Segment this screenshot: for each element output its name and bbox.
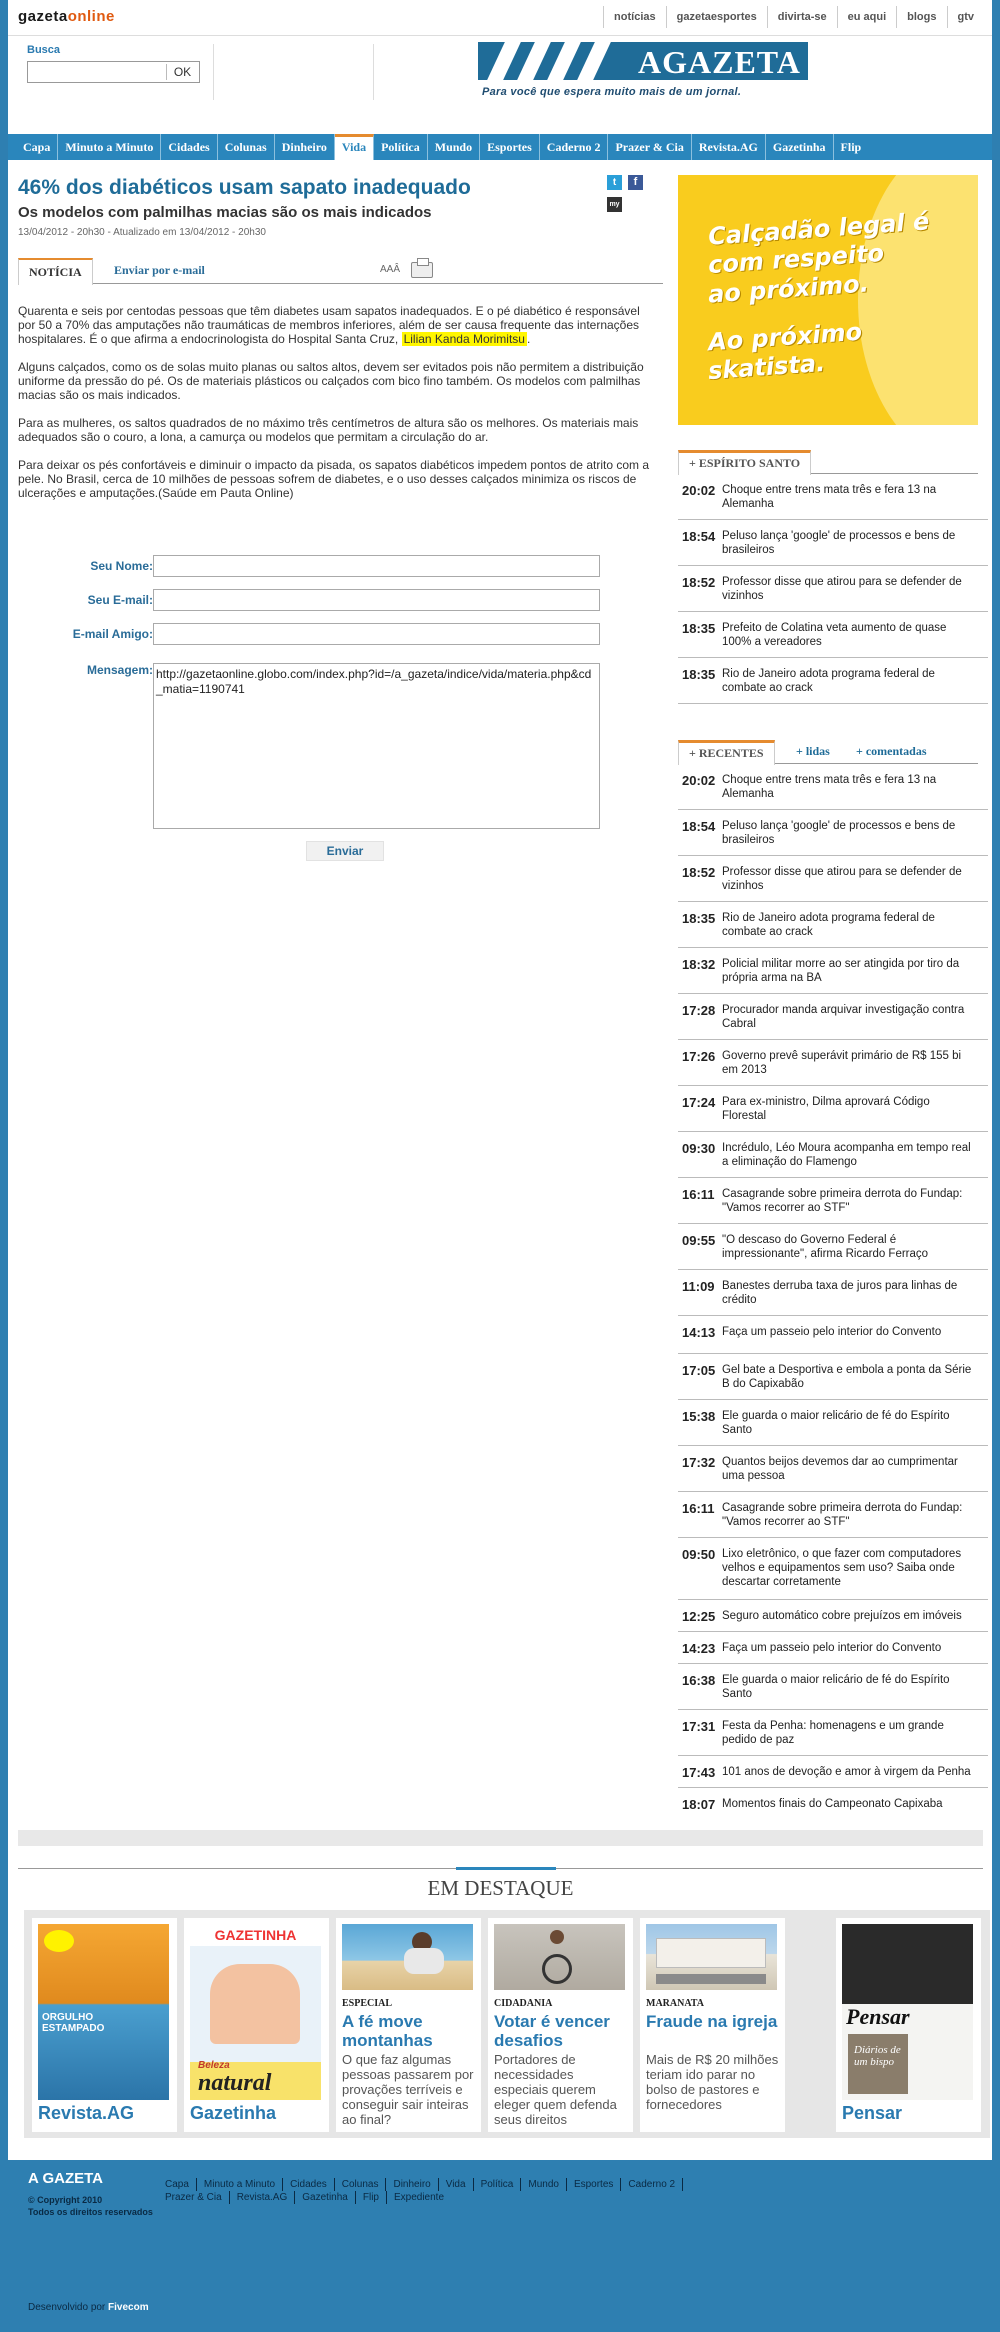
news-item[interactable] bbox=[678, 1354, 988, 1400]
news-item[interactable] bbox=[678, 1132, 988, 1178]
news-headline[interactable]: Prefeito de Colatina veta aumento de quase 100% a vereadores bbox=[722, 622, 947, 648]
news-item[interactable] bbox=[678, 1664, 988, 1710]
news-headline[interactable]: Seguro automático cobre prejuízos em imóveis bbox=[722, 1610, 962, 1622]
news-headline[interactable]: Ele guarda o maior relicário de fé do Espírito Santo bbox=[722, 1410, 950, 1436]
news-time: 17:24 bbox=[682, 1095, 716, 1110]
cidadania-image[interactable] bbox=[494, 1924, 625, 1990]
maranata-cars bbox=[656, 1974, 766, 1984]
maranata-summary: Mais de R$ 20 milhões teriam ido parar no bolso de pastores e fornecedores bbox=[646, 2052, 779, 2112]
news-item[interactable] bbox=[678, 658, 988, 704]
top-link-eu-aqui[interactable]: eu aqui bbox=[837, 6, 897, 28]
news-item[interactable] bbox=[678, 612, 988, 658]
news-time: 15:38 bbox=[682, 1409, 716, 1424]
footer-link[interactable]: Dinheiro bbox=[386, 2178, 438, 2191]
nav-caderno-2[interactable]: Caderno 2 bbox=[540, 134, 609, 160]
divider bbox=[373, 44, 374, 100]
destaque-accent bbox=[456, 1867, 556, 1870]
news-item[interactable] bbox=[678, 1086, 988, 1132]
news-time: 12:25 bbox=[682, 1609, 716, 1624]
print-icon[interactable] bbox=[411, 262, 433, 278]
tab-lidas[interactable]: + lidas bbox=[796, 744, 830, 758]
especial-summary: O que faz algumas pessoas passarem por provações terríveis e conseguir sair inteiras ao final? bbox=[342, 2052, 474, 2127]
footer-copyright bbox=[28, 2194, 153, 2218]
destaque-cidadania[interactable] bbox=[488, 1918, 633, 2132]
nav-gazetinha[interactable]: Gazetinha bbox=[766, 134, 834, 160]
paragraph-text: Quarenta e seis por centodas pessoas que têm diabetes usam sapatos inadequados. E o pé diabético é responsável por 50 a 70% das amputações não traumáticas de membros inferiores, além de ser causa frequente das internações hospitalares. É o que afirma a endocrinologista do Hospital Santa Cruz, bbox=[18, 304, 640, 346]
developer-link[interactable]: Fivecom bbox=[108, 2302, 149, 2313]
destaque-gazetinha-label[interactable]: Gazetinha bbox=[190, 2103, 277, 2123]
pensar-cover-sub: Diários de um bispo bbox=[854, 2044, 901, 2068]
revista-cover-text: ORGULHO ESTAMPADO bbox=[42, 2012, 105, 2034]
agazeta-logo[interactable] bbox=[478, 42, 808, 104]
destaque-box bbox=[24, 1910, 990, 2138]
article-paragraph: Para as mulheres, os saltos quadrados de no máximo três centímetros de altura são os melhores. Os materiais mais adequados são o couro, a lona, a camurça ou modelos que permitam a circulação do ar. bbox=[18, 416, 639, 444]
news-headline[interactable]: Procurador manda arquivar investigação contra Cabral bbox=[722, 1004, 965, 1030]
news-time: 09:50 bbox=[682, 1547, 716, 1562]
footer-link[interactable]: Minuto a Minuto bbox=[197, 2178, 283, 2191]
nav-vida[interactable]: Vida bbox=[335, 134, 374, 160]
footer-link[interactable]: Capa bbox=[158, 2178, 197, 2191]
social-buttons bbox=[607, 175, 643, 215]
news-headline[interactable]: Peluso lança 'google' de processos e bens de brasileiros bbox=[722, 530, 956, 556]
recentes-header bbox=[678, 740, 978, 764]
divider bbox=[213, 44, 214, 100]
article-title: 46% dos diabéticos usam sapato inadequado bbox=[18, 176, 471, 199]
news-headline[interactable]: Faça um passeio pelo interior do Convento bbox=[722, 1326, 942, 1338]
top-link-noticias[interactable]: notícias bbox=[603, 6, 666, 28]
search-button[interactable]: OK bbox=[166, 64, 198, 80]
maranata-building bbox=[656, 1938, 766, 1968]
pensar-cover-title: Pensar bbox=[846, 2004, 910, 2029]
news-headline[interactable]: Policial militar morre ao ser atingida por tiro da própria arma na BA bbox=[722, 958, 960, 984]
page bbox=[8, 0, 992, 2160]
ad-banner[interactable] bbox=[678, 175, 978, 425]
message-textarea[interactable]: http://gazetaonline.globo.com/index.php?id=/a_gazeta/indice/vida/materia.php&cd_matia=1190741 bbox=[153, 663, 600, 829]
article-subtitle: Os modelos com palmilhas macias são os mais indicados bbox=[18, 204, 432, 221]
logo-part-b: online bbox=[67, 8, 115, 25]
news-headline[interactable]: Choque entre trens mata três e fera 13 na Alemanha bbox=[722, 484, 937, 510]
news-item[interactable] bbox=[678, 1178, 988, 1224]
ad-line: com respeito bbox=[707, 238, 885, 280]
es-news-list bbox=[678, 474, 988, 704]
news-item[interactable] bbox=[678, 1788, 988, 1820]
footer bbox=[8, 2160, 992, 2332]
maranata-category: MARANATA bbox=[646, 1998, 704, 2009]
nav-cidades[interactable]: Cidades bbox=[161, 134, 217, 160]
news-time: 18:35 bbox=[682, 911, 716, 926]
facebook-icon[interactable]: f bbox=[628, 175, 643, 190]
news-headline[interactable]: Quantos beijos devemos dar ao cumprimentar uma pessoa bbox=[722, 1456, 958, 1482]
news-item[interactable] bbox=[678, 1492, 988, 1538]
news-headline[interactable]: Momentos finais do Campeonato Capixaba bbox=[722, 1798, 943, 1810]
news-item[interactable] bbox=[678, 1316, 988, 1354]
news-headline[interactable]: Ele guarda o maior relicário de fé do Espírito Santo bbox=[722, 1674, 950, 1700]
news-item[interactable] bbox=[678, 994, 988, 1040]
nav-politica[interactable]: Política bbox=[374, 134, 428, 160]
news-item[interactable] bbox=[678, 1400, 988, 1446]
article-date: 13/04/2012 - 20h30 - Atualizado em 13/04/2012 - 20h30 bbox=[18, 227, 266, 238]
news-headline[interactable]: Gel bate a Desportiva e embola a ponta da Série B do Capixabão bbox=[722, 1364, 972, 1390]
destaque-pensar[interactable] bbox=[836, 1918, 981, 2132]
email-field[interactable] bbox=[153, 589, 600, 611]
news-time: 17:31 bbox=[682, 1719, 716, 1734]
news-item[interactable] bbox=[678, 1632, 988, 1664]
news-headline[interactable]: Casagrande sobre primeira derrota do Fundap: "Vamos recorrer ao STF" bbox=[722, 1188, 963, 1214]
news-headline[interactable]: Professor disse que atirou para se defender de vizinhos bbox=[722, 866, 962, 892]
news-item[interactable] bbox=[678, 1538, 988, 1600]
gazetinha-cover-sub: Beleza bbox=[198, 2060, 230, 2071]
news-time: 18:35 bbox=[682, 621, 716, 636]
nav-revista-ag[interactable]: Revista.AG bbox=[692, 134, 766, 160]
news-time: 20:02 bbox=[682, 773, 716, 788]
footer-link[interactable]: Flip bbox=[356, 2191, 387, 2204]
news-time: 09:30 bbox=[682, 1141, 716, 1156]
ad-line: skatista. bbox=[707, 348, 827, 386]
article-paragraph: Alguns calçados, como os de solas muito planas ou saltos altos, devem ser evitados pois não permitem a distribuição uniforme da pressão do pé. Os de materiais plásticos ou calçados com bico fino também. Os modelos com palmilhas macias são os mais indicados. bbox=[18, 360, 644, 402]
twitter-icon[interactable]: t bbox=[607, 175, 622, 190]
footer-link[interactable]: Vida bbox=[439, 2178, 474, 2191]
article-header bbox=[18, 175, 663, 238]
destaque-revista-label[interactable]: Revista.AG bbox=[38, 2103, 135, 2123]
nav-flip[interactable]: Flip bbox=[840, 140, 862, 154]
wheelchair-icon bbox=[542, 1954, 572, 1984]
news-time: 16:11 bbox=[682, 1501, 715, 1516]
news-time: 18:07 bbox=[682, 1797, 716, 1812]
footer-link[interactable]: Prazer & Cia bbox=[158, 2191, 230, 2204]
logo-band bbox=[478, 42, 808, 80]
news-time: 17:43 bbox=[682, 1765, 716, 1780]
footer-link[interactable]: Cidades bbox=[283, 2178, 335, 2191]
nav-colunas[interactable]: Colunas bbox=[218, 134, 275, 160]
logo-text: AGAZETA bbox=[638, 44, 801, 80]
news-time: 17:32 bbox=[682, 1455, 716, 1470]
footer-link[interactable]: Esportes bbox=[567, 2178, 621, 2191]
recentes-news-list bbox=[678, 764, 988, 1820]
news-time: 18:35 bbox=[682, 667, 716, 682]
article-paragraph: Para deixar os pés confortáveis e diminuir o impacto da pisada, os sapatos diabéticos impedem pontos de atrito com a pele. No Brasil, cerca de 10 milhões de pessoas sofrem de diabetes, e o uso desses calçados minimiza os riscos de ulcerações e amputações.(Saúde em Pauta Online) bbox=[18, 458, 650, 500]
nav-minuto-a-minuto[interactable]: Minuto a Minuto bbox=[58, 134, 161, 160]
news-item[interactable] bbox=[678, 902, 988, 948]
news-headline[interactable]: Lixo eletrônico, o que fazer com computadores velhos e equipamentos sem uso? Saiba onde descartar corretamente bbox=[722, 1548, 962, 1588]
nav-capa[interactable]: Capa bbox=[16, 134, 58, 160]
news-item[interactable] bbox=[678, 520, 988, 566]
ad-line: Ao próximo bbox=[707, 317, 863, 357]
gazetaonline-logo[interactable] bbox=[18, 8, 115, 25]
news-headline[interactable]: Peluso lança 'google' de processos e bens de brasileiros bbox=[722, 820, 956, 846]
name-field[interactable] bbox=[153, 555, 600, 577]
cidadania-figure bbox=[550, 1930, 564, 1944]
footer-links bbox=[158, 2178, 718, 2204]
divider-bar bbox=[18, 1830, 983, 1846]
destaque-title: EM DESTAQUE bbox=[427, 1876, 574, 1900]
news-time: 11:09 bbox=[682, 1279, 715, 1294]
es-header bbox=[678, 450, 978, 474]
footer-link[interactable]: Política bbox=[474, 2178, 522, 2191]
news-item[interactable] bbox=[678, 810, 988, 856]
gazetinha-cover-image[interactable] bbox=[190, 1924, 321, 2100]
news-headline[interactable]: 101 anos de devoção e amor à virgem da Penha bbox=[722, 1766, 971, 1778]
news-time: 18:54 bbox=[682, 819, 716, 834]
footer-link[interactable]: Revista.AG bbox=[230, 2191, 296, 2204]
news-time: 14:13 bbox=[682, 1325, 716, 1340]
article-tabs bbox=[18, 258, 663, 284]
especial-headline[interactable]: A fé move montanhas bbox=[342, 2012, 433, 2050]
nav-dinheiro[interactable]: Dinheiro bbox=[275, 134, 335, 160]
destaque-gazetinha[interactable] bbox=[184, 1918, 329, 2132]
especial-image[interactable] bbox=[342, 1924, 473, 1990]
tab-espirito-santo[interactable]: + ESPÍRITO SANTO bbox=[678, 450, 811, 475]
nav-mundo[interactable]: Mundo bbox=[428, 134, 480, 160]
news-item[interactable] bbox=[678, 1040, 988, 1086]
send-button[interactable]: Enviar bbox=[306, 841, 384, 861]
news-item[interactable] bbox=[678, 764, 988, 810]
logo-stripe bbox=[517, 42, 551, 80]
logo-stripe bbox=[487, 42, 521, 80]
nav-prazer-cia[interactable]: Prazer & Cia bbox=[608, 134, 691, 160]
news-headline[interactable]: Rio de Janeiro adota programa federal de combate ao crack bbox=[722, 668, 935, 694]
copyright-line: Todos os direitos reservados bbox=[28, 2207, 153, 2217]
gazetinha-cover-title: GAZETINHA bbox=[190, 1924, 321, 1946]
email-label: Seu E-mail: bbox=[87, 593, 153, 607]
news-time: 17:26 bbox=[682, 1049, 716, 1064]
news-time: 16:38 bbox=[682, 1673, 716, 1688]
nav-esportes[interactable]: Esportes bbox=[480, 134, 540, 160]
logo-part-a: gazeta bbox=[18, 8, 68, 25]
news-headline[interactable]: Choque entre trens mata três e fera 13 na Alemanha bbox=[722, 774, 937, 800]
footer-brand: A GAZETA bbox=[28, 2170, 103, 2187]
myspace-icon[interactable]: my bbox=[607, 197, 622, 212]
news-time: 18:32 bbox=[682, 957, 716, 972]
top-links bbox=[603, 6, 984, 28]
news-item[interactable] bbox=[678, 1224, 988, 1270]
top-link-gazetaesportes[interactable]: gazetaesportes bbox=[666, 6, 767, 28]
news-headline[interactable]: Casagrande sobre primeira derrota do Fundap: "Vamos recorrer ao STF" bbox=[722, 1502, 963, 1528]
header bbox=[8, 36, 992, 134]
news-headline[interactable]: Professor disse que atirou para se defender de vizinhos bbox=[722, 576, 962, 602]
ad-line: ao próximo. bbox=[707, 269, 870, 309]
news-item[interactable] bbox=[678, 1600, 988, 1632]
news-time: 18:54 bbox=[682, 529, 716, 544]
news-item[interactable] bbox=[678, 948, 988, 994]
font-size-tool[interactable]: AAÂ bbox=[380, 264, 401, 275]
top-bar bbox=[8, 0, 992, 36]
article-body bbox=[18, 304, 653, 514]
news-item[interactable] bbox=[678, 1710, 988, 1756]
top-link-gtv[interactable]: gtv bbox=[947, 6, 985, 28]
news-item[interactable] bbox=[678, 1446, 988, 1492]
footer-developer bbox=[28, 2302, 149, 2313]
news-time: 17:05 bbox=[682, 1363, 716, 1378]
pensar-cover-photo bbox=[842, 1924, 973, 2004]
footer-link[interactable]: Colunas bbox=[335, 2178, 387, 2191]
news-headline[interactable]: Faça um passeio pelo interior do Convento bbox=[722, 1642, 942, 1654]
news-time: 20:02 bbox=[682, 483, 716, 498]
destaque-revista[interactable] bbox=[32, 1918, 177, 2132]
especial-category: ESPECIAL bbox=[342, 1998, 393, 2009]
news-time: 14:23 bbox=[682, 1641, 716, 1656]
cidadania-category: CIDADANIA bbox=[494, 1998, 553, 2009]
cidadania-headline[interactable]: Votar é vencer desafios bbox=[494, 2012, 610, 2050]
pensar-cover-image[interactable] bbox=[842, 1924, 973, 2100]
gazetinha-cover-kids bbox=[210, 1964, 300, 2044]
destaque-especial[interactable] bbox=[336, 1918, 481, 2132]
footer-link[interactable]: Expediente bbox=[393, 2192, 445, 2203]
destaque-pensar-label[interactable]: Pensar bbox=[842, 2103, 903, 2123]
footer-link[interactable]: Mundo bbox=[521, 2178, 567, 2191]
news-headline[interactable]: Incrédulo, Léo Moura acompanha em tempo real a eliminação do Flamengo bbox=[722, 1142, 971, 1168]
news-item[interactable] bbox=[678, 474, 988, 520]
tab-enviar-por-email[interactable]: Enviar por e-mail bbox=[114, 263, 205, 277]
news-headline[interactable]: Rio de Janeiro adota programa federal de combate ao crack bbox=[722, 912, 935, 938]
logo-stripe bbox=[547, 42, 581, 80]
tab-recentes[interactable]: + RECENTES bbox=[678, 740, 775, 765]
logo-tagline: Para você que espera muito mais de um jornal. bbox=[482, 86, 742, 98]
ad-line: Calçadão legal é bbox=[707, 207, 931, 251]
tab-noticia[interactable]: NOTÍCIA bbox=[18, 258, 93, 285]
message-label: Mensagem: bbox=[86, 663, 153, 677]
friend-email-label: E-mail Amigo: bbox=[72, 627, 153, 641]
friend-email-field[interactable] bbox=[153, 623, 600, 645]
news-headline[interactable]: Governo prevê superávit primário de R$ 155 bi em 2013 bbox=[722, 1050, 962, 1076]
gazetinha-cover-main: natural bbox=[198, 2070, 272, 2096]
copyright-line: © Copyright 2010 bbox=[28, 2195, 103, 2205]
tab-comentadas[interactable]: + comentadas bbox=[856, 744, 927, 758]
top-link-blogs[interactable]: blogs bbox=[896, 6, 946, 28]
news-time: 18:52 bbox=[682, 575, 716, 590]
article-paragraph: Quarenta e seis por centodas pessoas que têm diabetes usam sapatos inadequados. E o pé diabético é responsável por 50 a 70% das amputações não traumáticas de membros inferiores, além de ser causa frequente das internações hospitalares. É o que afirma a endocrinologista do Hospital Santa Cruz, Lilian Kanda Morimitsu . bbox=[18, 304, 640, 346]
footer-link[interactable]: Gazetinha bbox=[295, 2191, 356, 2204]
search-label: Busca bbox=[27, 44, 61, 56]
cidadania-summary: Portadores de necessidades especiais querem eleger quem defenda seus direitos bbox=[494, 2052, 617, 2127]
news-item[interactable] bbox=[678, 856, 988, 902]
maranata-image[interactable] bbox=[646, 1924, 777, 1990]
news-time: 17:28 bbox=[682, 1003, 716, 1018]
news-time: 16:11 bbox=[682, 1187, 715, 1202]
developer-label: Desenvolvido por bbox=[28, 2302, 106, 2313]
especial-figure bbox=[404, 1948, 444, 1974]
highlighted-name: Lilian Kanda Morimitsu bbox=[403, 332, 525, 346]
revista-cover-image[interactable] bbox=[38, 1924, 169, 2100]
logo-stripe bbox=[577, 42, 611, 80]
news-item[interactable] bbox=[678, 566, 988, 612]
news-headline[interactable]: Para ex-ministro, Dilma aprovará Código Florestal bbox=[722, 1096, 930, 1122]
news-item[interactable] bbox=[678, 1270, 988, 1316]
revista-badge bbox=[44, 1930, 74, 1952]
news-time: 09:55 bbox=[682, 1233, 716, 1248]
news-time: 18:52 bbox=[682, 865, 716, 880]
news-headline[interactable]: Banestes derruba taxa de juros para linhas de crédito bbox=[722, 1280, 958, 1306]
footer-link[interactable]: Caderno 2 bbox=[621, 2178, 683, 2191]
destaque-maranata[interactable] bbox=[640, 1918, 785, 2132]
maranata-headline[interactable]: Fraude na igreja bbox=[646, 2012, 778, 2031]
top-link-divirta-se[interactable]: divirta-se bbox=[767, 6, 837, 28]
news-item[interactable] bbox=[678, 1756, 988, 1788]
news-headline[interactable]: "O descaso do Governo Federal é impressionante", afirma Ricardo Ferraço bbox=[722, 1234, 929, 1260]
name-label: Seu Nome: bbox=[90, 559, 153, 573]
news-headline[interactable]: Festa da Penha: homenagens e um grande pedido de paz bbox=[722, 1720, 944, 1746]
main-nav bbox=[8, 134, 992, 160]
